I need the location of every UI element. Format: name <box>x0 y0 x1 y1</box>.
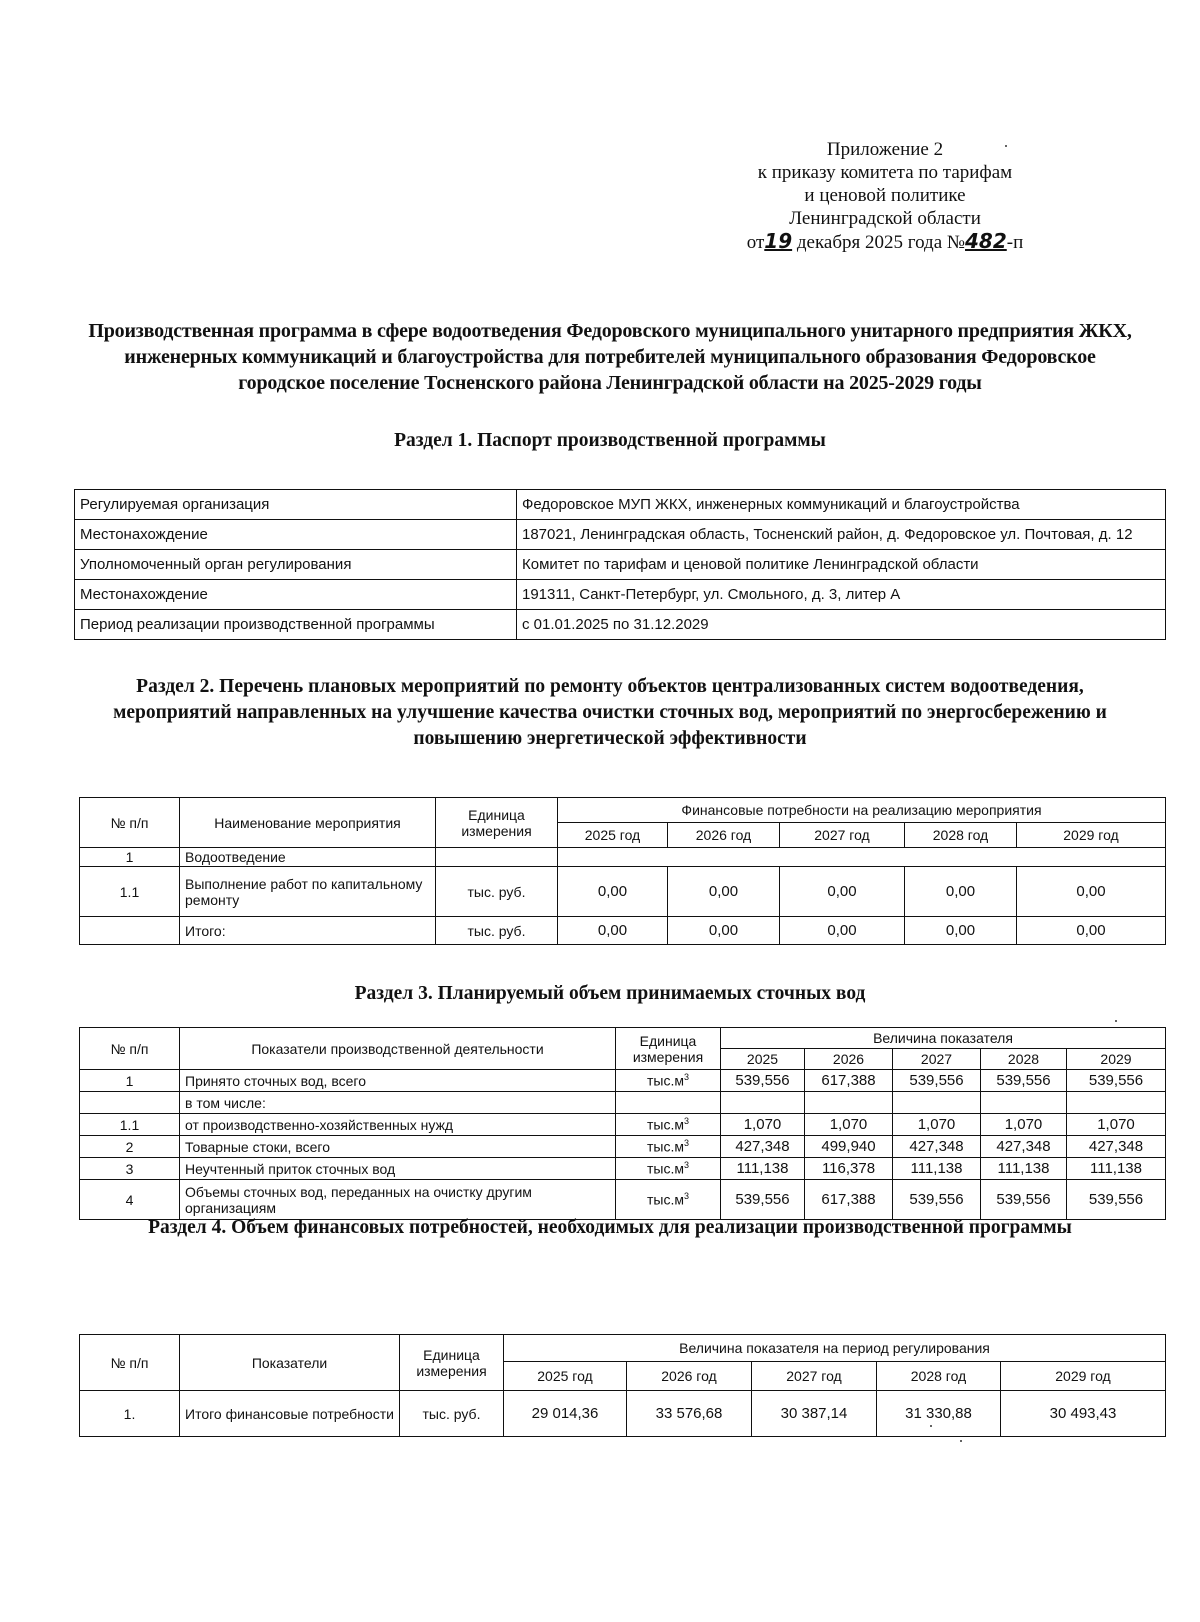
col-header-year: 2027 год <box>752 1362 877 1391</box>
col-header-group: Финансовые потребности на реализацию мероприятия <box>558 798 1166 823</box>
row-value <box>981 1092 1067 1114</box>
measures-table <box>79 797 1166 945</box>
row-value: 539,556 <box>1067 1180 1166 1220</box>
table-row <box>80 1180 1166 1220</box>
scan-speck <box>1115 1020 1117 1022</box>
row-num: 4 <box>80 1180 180 1220</box>
row-unit <box>436 848 558 867</box>
row-value: 539,556 <box>893 1180 981 1220</box>
passport-label: Регулируемая организация <box>75 490 517 520</box>
row-unit: тыс. руб. <box>436 867 558 917</box>
row-value: 427,348 <box>1067 1136 1166 1158</box>
table-row <box>80 1136 1166 1158</box>
row-num: 2 <box>80 1136 180 1158</box>
section3-title: Раздел 3. Планируемый объем принимаемых сточных вод <box>354 983 866 1004</box>
col-header-num: № п/п <box>80 1335 180 1391</box>
row-value: 427,348 <box>981 1136 1067 1158</box>
col-header-year: 2026 <box>805 1049 893 1070</box>
col-header-year: 2029 год <box>1001 1362 1166 1391</box>
row-value: 617,388 <box>805 1070 893 1092</box>
unit-base: тыс.м <box>646 1160 684 1177</box>
row-value: 0,00 <box>780 867 905 917</box>
row-value: 111,138 <box>981 1158 1067 1180</box>
col-header-year: 2025 год <box>504 1362 627 1391</box>
wastewater-volume-table <box>79 1027 1166 1220</box>
col-header-name: Показатели производственной деятельности <box>180 1028 616 1070</box>
table-row <box>75 520 1166 550</box>
row-value: 111,138 <box>721 1158 805 1180</box>
table-row <box>80 1092 1166 1114</box>
passport-value: Комитет по тарифам и ценовой политике Ленинградской области <box>517 550 1166 580</box>
appendix-line: Приложение 2 <box>826 139 944 160</box>
row-value: 1,070 <box>981 1114 1067 1136</box>
row-value: 33 576,68 <box>627 1391 752 1437</box>
col-header-year: 2029 год <box>1017 823 1166 848</box>
unit-superscript: 3 <box>683 1191 689 1202</box>
row-num: 1 <box>80 1070 180 1092</box>
appendix-header <box>700 138 1070 254</box>
order-date-line <box>700 230 1070 254</box>
row-num: 1.1 <box>80 867 180 917</box>
table-row <box>75 490 1166 520</box>
row-name: от производственно-хозяйственных нужд <box>180 1114 616 1136</box>
row-unit <box>616 1180 721 1220</box>
row-value <box>893 1092 981 1114</box>
row-value: 30 493,43 <box>1001 1391 1166 1437</box>
col-header-name: Показатели <box>180 1335 400 1391</box>
financial-needs-table <box>79 1334 1166 1437</box>
table-row <box>80 1158 1166 1180</box>
unit-base: тыс.м <box>646 1072 684 1089</box>
row-value: 539,556 <box>981 1070 1067 1092</box>
row-value <box>721 1092 805 1114</box>
row-value: 499,940 <box>805 1136 893 1158</box>
passport-label: Местонахождение <box>75 580 517 610</box>
row-num: 1.1 <box>80 1114 180 1136</box>
row-unit: тыс. руб. <box>400 1391 504 1437</box>
row-value: 0,00 <box>668 917 780 945</box>
passport-value: с 01.01.2025 по 31.12.2029 <box>517 610 1166 640</box>
scan-speck <box>1005 145 1007 147</box>
col-header-year: 2026 год <box>627 1362 752 1391</box>
row-value: 0,00 <box>905 867 1017 917</box>
unit-base: тыс.м <box>646 1138 684 1155</box>
appendix-line: Ленинградской области <box>789 208 981 229</box>
table-row <box>75 550 1166 580</box>
passport-label: Местонахождение <box>75 520 517 550</box>
row-unit <box>616 1158 721 1180</box>
handwritten-order-number: 482 <box>965 229 1007 253</box>
col-header-year: 2025 год <box>558 823 668 848</box>
table-row <box>75 610 1166 640</box>
row-value: 116,378 <box>805 1158 893 1180</box>
col-header-unit: Единица измерения <box>400 1335 504 1391</box>
row-name: Итого: <box>180 917 436 945</box>
row-value: 617,388 <box>805 1180 893 1220</box>
row-name: Неучтенный приток сточных вод <box>180 1158 616 1180</box>
row-value: 427,348 <box>721 1136 805 1158</box>
row-value: 29 014,36 <box>504 1391 627 1437</box>
row-value: 427,348 <box>893 1136 981 1158</box>
table-row <box>80 1114 1166 1136</box>
col-header-num: № п/п <box>80 798 180 848</box>
col-header-year: 2027 <box>893 1049 981 1070</box>
row-num: 1 <box>80 848 180 867</box>
row-value: 539,556 <box>721 1070 805 1092</box>
row-empty <box>558 848 1166 867</box>
row-value: 539,556 <box>721 1180 805 1220</box>
scan-speck <box>960 1440 962 1442</box>
col-header-year: 2028 <box>981 1049 1067 1070</box>
row-value: 0,00 <box>558 867 668 917</box>
row-num: 1. <box>80 1391 180 1437</box>
unit-superscript: 3 <box>683 1116 689 1127</box>
row-value: 539,556 <box>1067 1070 1166 1092</box>
appendix-line: и ценовой политике <box>804 185 966 206</box>
row-value: 0,00 <box>558 917 668 945</box>
row-value: 111,138 <box>1067 1158 1166 1180</box>
table-row <box>80 1391 1166 1437</box>
row-unit <box>616 1136 721 1158</box>
unit-superscript: 3 <box>683 1138 689 1149</box>
col-header-group: Величина показателя на период регулирования <box>504 1335 1166 1362</box>
row-num: 3 <box>80 1158 180 1180</box>
table-row <box>80 917 1166 945</box>
col-header-unit: Единица измерения <box>436 798 558 848</box>
document-title: Производственная программа в сфере водоотведения Федоровского муниципального унитарного предприятия ЖКХ, инженерных коммуникаций и благоустройства для потребителей муниципального образования Федоровское городское поселение Тосненского района Ленинградской области на 2025-2029 годы <box>88 320 1132 394</box>
row-unit <box>616 1114 721 1136</box>
date-prefix: от <box>746 232 765 253</box>
row-value: 1,070 <box>893 1114 981 1136</box>
unit-base: тыс.м <box>646 1116 684 1133</box>
col-header-num: № п/п <box>80 1028 180 1070</box>
passport-label: Уполномоченный орган регулирования <box>75 550 517 580</box>
col-header-year: 2029 <box>1067 1049 1166 1070</box>
passport-value: 191311, Санкт-Петербург, ул. Смольного, д. 3, литер А <box>517 580 1166 610</box>
col-header-year: 2027 год <box>780 823 905 848</box>
col-header-unit: Единица измерения <box>616 1028 721 1070</box>
row-value: 0,00 <box>1017 867 1166 917</box>
section1-title: Раздел 1. Паспорт производственной программы <box>394 430 826 451</box>
order-suffix: -п <box>1006 232 1024 253</box>
row-value: 0,00 <box>780 917 905 945</box>
row-name: Объемы сточных вод, переданных на очистку другим организациям <box>180 1180 616 1220</box>
section4-title: Раздел 4. Объем финансовых потребностей, необходимых для реализации производственной программы <box>148 1217 1072 1238</box>
passport-value: 187021, Ленинградская область, Тосненский район, д. Федоровское ул. Почтовая, д. 12 <box>517 520 1166 550</box>
row-unit <box>616 1070 721 1092</box>
unit-superscript: 3 <box>683 1160 689 1171</box>
col-header-group: Величина показателя <box>721 1028 1166 1049</box>
row-unit: тыс. руб. <box>436 917 558 945</box>
row-value <box>1067 1092 1166 1114</box>
appendix-line: к приказу комитета по тарифам <box>757 162 1013 183</box>
col-header-year: 2028 год <box>905 823 1017 848</box>
section2-title: Раздел 2. Перечень плановых мероприятий по ремонту объектов централизованных систем водоотведения, мероприятий направленных на улучшение качества очистки сточных вод, мероприятий по энергосбережению и повышению энергетической эффективности <box>113 676 1107 749</box>
col-header-name: Наименование мероприятия <box>180 798 436 848</box>
row-value: 539,556 <box>981 1180 1067 1220</box>
scan-speck <box>930 1425 932 1427</box>
passport-label: Период реализации производственной программы <box>75 610 517 640</box>
passport-table <box>74 489 1166 640</box>
row-value: 0,00 <box>668 867 780 917</box>
unit-superscript: 3 <box>683 1072 689 1083</box>
table-row <box>75 580 1166 610</box>
row-value: 1,070 <box>1067 1114 1166 1136</box>
handwritten-day: 19 <box>764 229 793 253</box>
col-header-year: 2028 год <box>877 1362 1001 1391</box>
row-value: 111,138 <box>893 1158 981 1180</box>
table-row <box>80 1070 1166 1092</box>
row-name: Выполнение работ по капитальному ремонту <box>180 867 436 917</box>
col-header-year: 2025 <box>721 1049 805 1070</box>
row-unit <box>616 1092 721 1114</box>
col-header-year: 2026 год <box>668 823 780 848</box>
row-name: Водоотведение <box>180 848 436 867</box>
row-value: 539,556 <box>893 1070 981 1092</box>
row-value <box>805 1092 893 1114</box>
passport-value: Федоровское МУП ЖКХ, инженерных коммуникаций и благоустройства <box>517 490 1166 520</box>
unit-base: тыс.м <box>646 1191 684 1208</box>
row-value: 1,070 <box>721 1114 805 1136</box>
table-row <box>80 848 1166 867</box>
row-value: 30 387,14 <box>752 1391 877 1437</box>
date-rest: декабря 2025 года № <box>792 232 966 253</box>
row-name: в том числе: <box>180 1092 616 1114</box>
table-row <box>80 867 1166 917</box>
row-name: Принято сточных вод, всего <box>180 1070 616 1092</box>
row-name: Итого финансовые потребности <box>180 1391 400 1437</box>
row-num <box>80 1092 180 1114</box>
row-value: 0,00 <box>905 917 1017 945</box>
row-value: 1,070 <box>805 1114 893 1136</box>
row-name: Товарные стоки, всего <box>180 1136 616 1158</box>
row-value: 0,00 <box>1017 917 1166 945</box>
row-value: 31 330,88 <box>877 1391 1001 1437</box>
row-num <box>80 917 180 945</box>
